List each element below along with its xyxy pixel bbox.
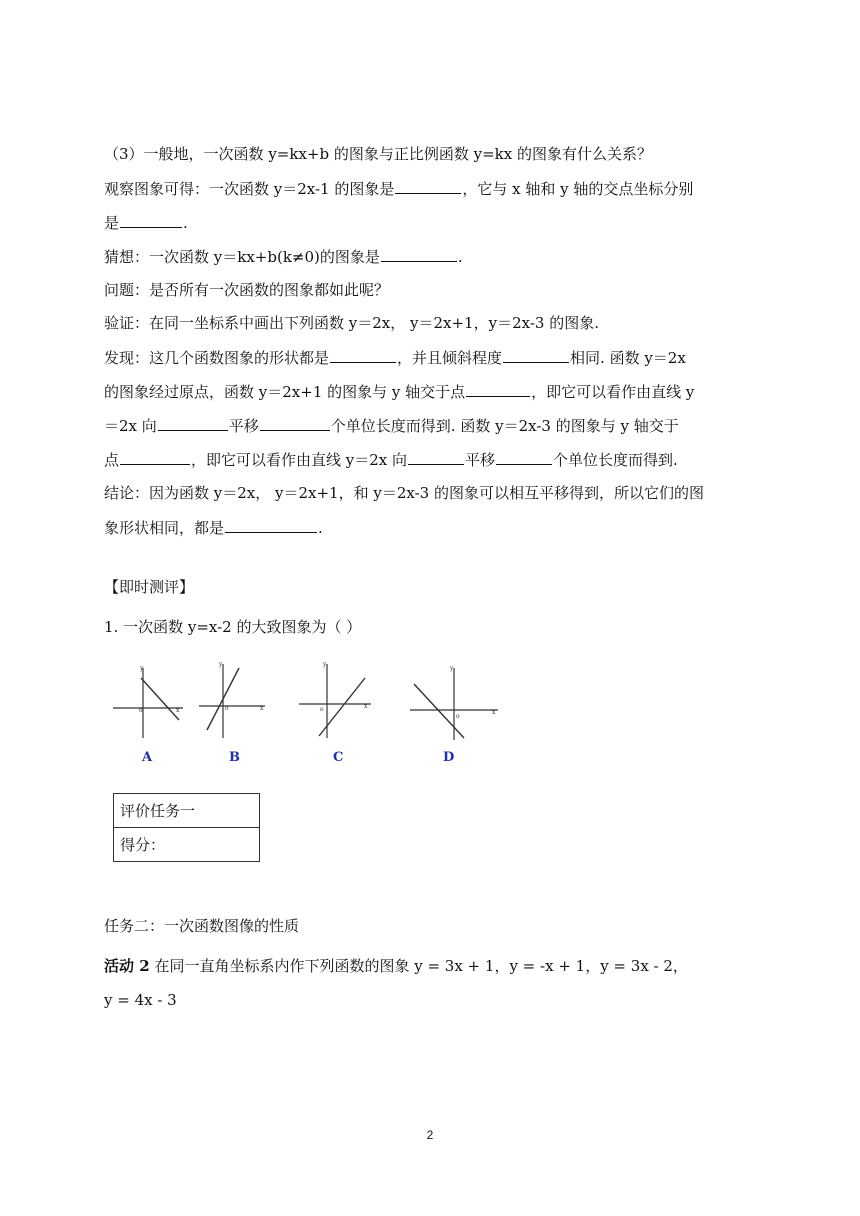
answer-blank[interactable] <box>120 449 190 465</box>
function-line <box>414 684 464 738</box>
text-segment: 发现：这几个函数图象的形状都是 <box>104 349 330 367</box>
text-line-2 <box>104 178 693 199</box>
svg-text:y: y <box>450 665 454 672</box>
svg-text:x: x <box>492 709 496 716</box>
page-number: 2 <box>426 1128 434 1142</box>
svg-text:o: o <box>456 713 460 720</box>
answer-blank[interactable] <box>496 449 552 465</box>
option-label-c: C <box>333 750 344 765</box>
task2-title: 任务二：一次函数图像的性质 <box>104 917 300 935</box>
text-line-12 <box>104 517 323 538</box>
svg-text:y: y <box>219 661 223 668</box>
text-line-9 <box>104 415 679 436</box>
evaluation-title: 评价任务一 <box>114 794 260 828</box>
graph-option-d[interactable] <box>408 662 500 742</box>
text-segment: ，即它可以看作由直线 y <box>531 383 695 401</box>
answer-blank[interactable] <box>408 449 464 465</box>
text-segment: 象形状相同，都是 <box>104 519 225 537</box>
text-line-11: 结论：因为函数 y＝2x， y＝2x+1，和 y＝2x-3 的图象可以相互平移得到，所以它们的图 <box>104 484 704 502</box>
text-line-8 <box>104 381 694 402</box>
text-line-4 <box>104 246 463 267</box>
text-segment: ＝2x 向 <box>104 417 157 435</box>
answer-blank[interactable] <box>120 212 182 228</box>
text-segment: 个单位长度而得到. <box>553 451 678 469</box>
svg-text:x: x <box>176 707 180 714</box>
text-segment: ，并且倾斜程度 <box>397 349 503 367</box>
activity-text: 在同一直角坐标系内作下列函数的图象 y = 3x + 1，y = -x + 1，y = 3x - 2， <box>149 957 688 975</box>
text-segment: 平移 <box>228 417 259 435</box>
text-line-6: 验证：在同一坐标系中画出下列函数 y＝2x， y＝2x+1，y＝2x-3 的图象. <box>104 314 599 332</box>
text-line-1: （3）一般地，一次函数 y=kx+b 的图象与正比例函数 y=kx 的图象有什么关系？ <box>104 145 652 163</box>
text-segment: . <box>457 248 463 266</box>
text-segment: 是 <box>104 214 120 232</box>
svg-text:o: o <box>139 707 143 714</box>
answer-blank[interactable] <box>503 347 569 363</box>
svg-text:y: y <box>140 665 144 672</box>
svg-text:o: o <box>320 706 324 713</box>
option-label-b: B <box>229 750 240 765</box>
text-line-3 <box>104 212 188 233</box>
option-label-d: D <box>443 750 455 765</box>
evaluation-score[interactable]: 得分： <box>114 828 260 862</box>
text-line-5: 问题：是否所有一次函数的图象都如此呢？ <box>104 281 390 299</box>
text-segment: 平移 <box>465 451 496 469</box>
text-segment: . <box>183 214 188 232</box>
evaluation-table <box>113 793 260 862</box>
text-segment: 相同. 函数 y＝2x <box>570 349 686 367</box>
text-segment: 个单位长度而得到. 函数 y＝2x-3 的图象与 y 轴交于 <box>330 417 679 435</box>
graph-option-a[interactable] <box>113 662 185 742</box>
answer-blank[interactable] <box>158 415 228 431</box>
answer-blank[interactable] <box>466 381 530 397</box>
text-segment: 点 <box>104 451 120 469</box>
svg-text:x: x <box>364 703 368 710</box>
quiz-header: 【即时测评】 <box>104 578 195 596</box>
answer-blank[interactable] <box>395 178 461 194</box>
text-line-10 <box>104 449 678 470</box>
text-segment: ，即它可以看作由直线 y＝2x 向 <box>191 451 408 469</box>
answer-blank[interactable] <box>381 246 457 262</box>
function-line <box>141 678 179 720</box>
function-line <box>319 678 365 736</box>
activity-2-line <box>104 956 688 976</box>
graph-option-c[interactable] <box>297 660 373 742</box>
answer-blank[interactable] <box>225 517 317 533</box>
text-segment: 猜想：一次函数 y＝kx+b(k≠0)的图象是 <box>104 248 380 266</box>
svg-text:y: y <box>323 661 327 668</box>
text-segment: ，它与 x 轴和 y 轴的交点坐标分别 <box>462 180 694 198</box>
text-segment: 的图象经过原点，函数 y＝2x+1 的图象与 y 轴交于点 <box>104 383 466 401</box>
option-label-a: A <box>142 750 153 765</box>
graph-option-b[interactable] <box>199 660 271 742</box>
quiz-question-1: 1. 一次函数 y=x-2 的大致图象为（ ） <box>104 618 362 636</box>
text-segment: 观察图象可得：一次函数 y＝2x-1 的图象是 <box>104 180 395 198</box>
activity-2-line-2: y = 4x - 3 <box>104 991 177 1009</box>
svg-text:x: x <box>260 705 264 712</box>
answer-blank[interactable] <box>260 415 330 431</box>
text-line-7 <box>104 347 686 368</box>
activity-label: 活动 2 <box>104 957 150 975</box>
answer-blank[interactable] <box>330 347 396 363</box>
text-segment: . <box>318 519 323 537</box>
svg-text:o: o <box>225 705 229 712</box>
